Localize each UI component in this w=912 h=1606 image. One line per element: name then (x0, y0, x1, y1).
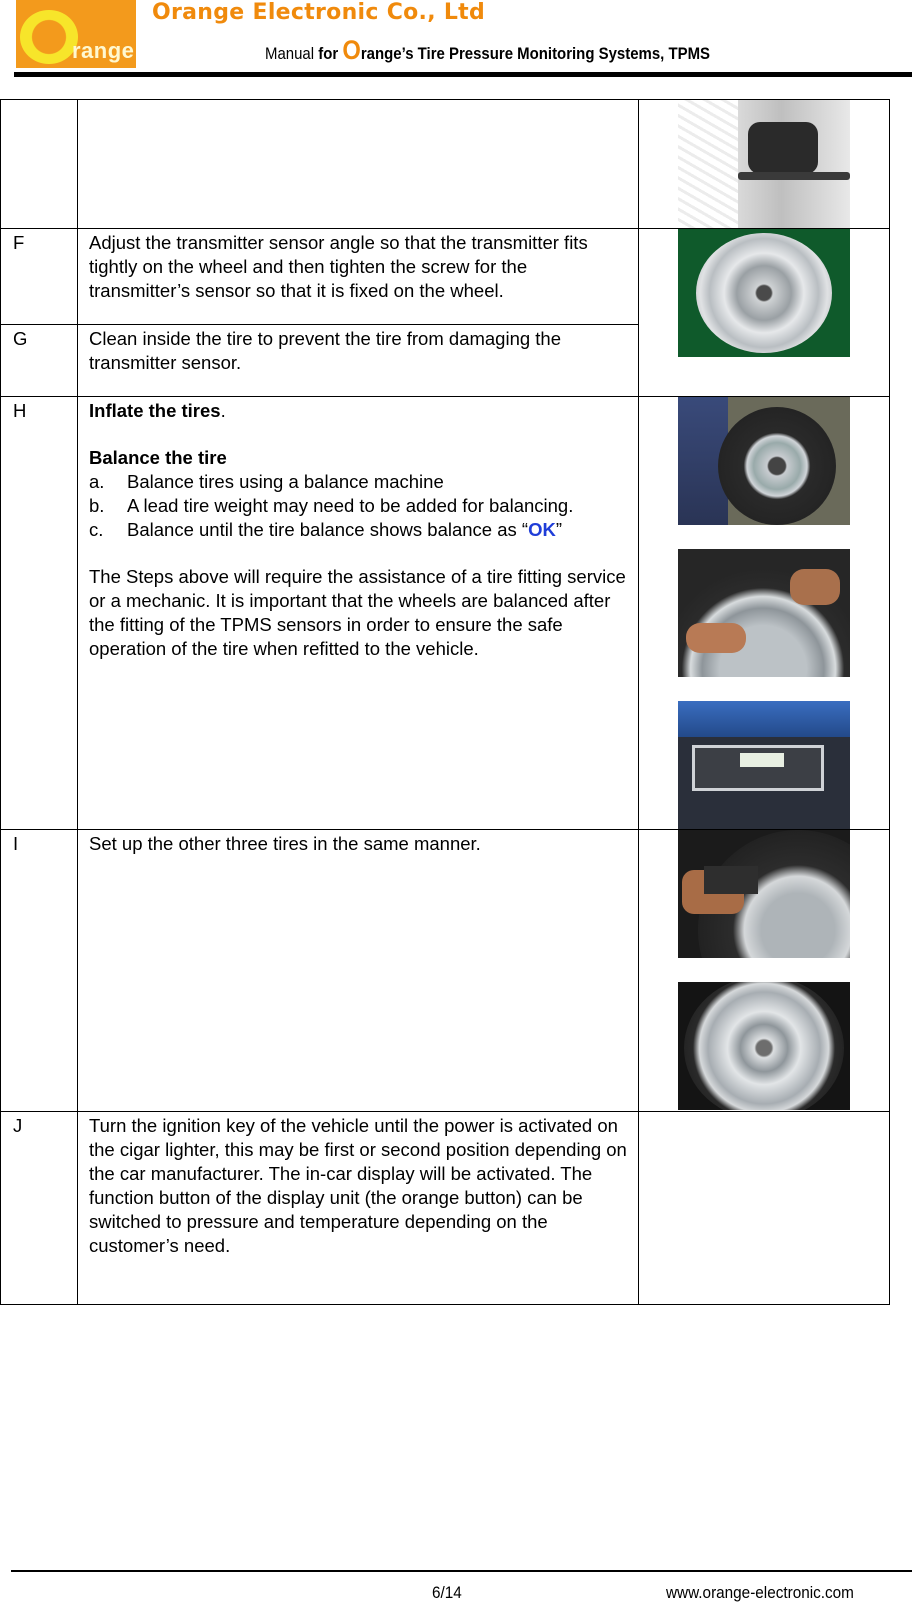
footer-rule (11, 1570, 912, 1572)
photo-shelf (678, 701, 850, 737)
step-text-h (78, 397, 639, 830)
step-letter-g: G (1, 325, 78, 397)
step-letter-j: J (1, 1112, 78, 1305)
table-row-e-continued (1, 100, 890, 229)
table-row-j (1, 1112, 890, 1305)
inflate-period: . (220, 400, 226, 421)
list-item-text-before: Balance until the tire balance shows balance as “ (127, 519, 529, 540)
step-letter-h: H (1, 397, 78, 830)
logo-word: range (72, 38, 135, 63)
table-row-h (1, 397, 890, 830)
step-letter-i: I (1, 830, 78, 1112)
header-rule (14, 72, 912, 77)
photo-balancer-display (692, 745, 824, 791)
subtitle-manual: Manual (265, 44, 315, 63)
page-number: 6/14 (432, 1583, 462, 1602)
list-item-label: b. (89, 495, 105, 516)
photo-hand (790, 569, 840, 605)
step-letter-f: F (1, 229, 78, 325)
photo-adding-weight (678, 549, 850, 677)
balance-steps-list (89, 470, 628, 542)
inflate-line (89, 399, 628, 423)
mechanic-note: The Steps above will require the assistance of a tire fitting service or a mechanic. It is important that the wheels are balanced after the fitting of the TPMS sensors in order to ensure the safe operation of the tire when refitted to the vehicle. (89, 566, 626, 659)
logo-o-ring (20, 10, 78, 64)
step-text-f: Adjust the transmitter sensor angle so that the transmitter fits tightly on the wheel and then tighten the screw for the transmitter’s sensor so that it is fixed on the wheel. (78, 229, 639, 325)
subtitle-big-o: O (342, 35, 361, 65)
step-text-j: Turn the ignition key of the vehicle until the power is activated on the cigar lighter, this may be first or second position depending on the car manufacturer. The in-car display will be activated. The function button of the display unit (the orange button) can be switched to pressure and temperature depending on the customer’s need. (78, 1112, 639, 1305)
steps-table (0, 99, 890, 1305)
step-image-cell-fg (639, 229, 890, 397)
photo-balancer-screen (740, 753, 784, 767)
balance-heading (89, 446, 628, 470)
photo-screwdriver (738, 172, 850, 180)
photo-finished-wheel (678, 982, 850, 1110)
list-item-text: Balance tires using a balance machine (127, 471, 444, 492)
table-row-i (1, 830, 890, 1112)
list-item-label: a. (89, 471, 105, 492)
photo-balance-machine (678, 701, 850, 829)
photo-tire (718, 407, 836, 525)
list-item (89, 518, 628, 542)
list-item (89, 494, 628, 518)
company-logo (16, 0, 136, 68)
step-image-cell-j (639, 1112, 890, 1305)
footer-url: www.orange-electronic.com (666, 1583, 854, 1602)
step-text-i: Set up the other three tires in the same manner. (78, 830, 639, 1112)
photo-rim-with-sensor (678, 229, 850, 357)
step-text-g: Clean inside the tire to prevent the tire from damaging the transmitter sensor. (78, 325, 639, 397)
photo-inflating-tire (678, 397, 850, 525)
manual-subtitle (265, 35, 711, 65)
step-image-cell (639, 100, 890, 229)
step-text-cell (78, 100, 639, 229)
balance-heading-text: Balance the tire (89, 447, 227, 468)
ok-status-word: OK (528, 519, 556, 540)
photo-wrench (704, 866, 758, 894)
step-image-cell-i (639, 830, 890, 1112)
step-image-cell-h (639, 397, 890, 830)
list-item-label: c. (89, 519, 104, 540)
photo-impact-wrench (678, 830, 850, 958)
step-letter-cell (1, 100, 78, 229)
photo-rim (696, 233, 832, 353)
subtitle-rest: range’s Tire Pressure Monitoring Systems, TPMS (360, 44, 711, 63)
photo-screwing-sensor (678, 100, 850, 228)
list-item-text (127, 518, 562, 542)
list-item-text-after: ” (555, 519, 562, 540)
inflate-heading: Inflate the tires (89, 400, 221, 421)
list-item (89, 470, 628, 494)
photo-glove (678, 100, 738, 228)
table-row-f (1, 229, 890, 325)
photo-hand (686, 623, 746, 653)
company-name: Orange Electronic Co., Ltd (152, 0, 486, 25)
photo-sensor (748, 122, 818, 174)
subtitle-for: for (318, 44, 339, 63)
list-item-text: A lead tire weight may need to be added for balancing. (127, 495, 574, 516)
photo-wheel (684, 982, 844, 1110)
